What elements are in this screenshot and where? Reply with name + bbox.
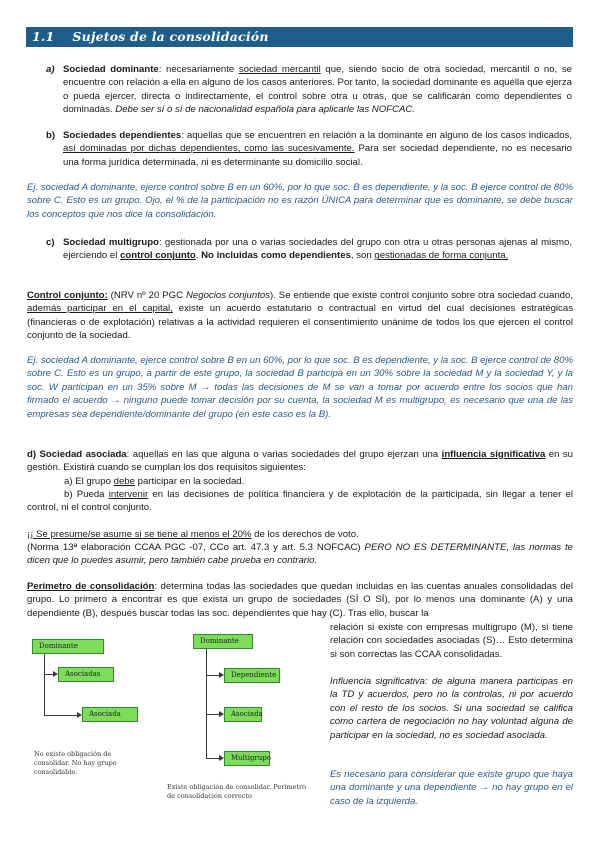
example-1: Ej. sociedad A dominante, ejerce control sobre B en un 60%, por lo que soc. B es dependiente, y la soc. B ejerce control de 80% sobre C. Esto es un grupo. Ojo, el % de la participación no es razón ÚNICA para determinar que es dominante, se debe buscar los conceptos que nos dice la consolidación. xyxy=(27,182,573,220)
item-b-label: b) xyxy=(46,130,56,141)
section-title: 1.1 Sujetos de la consolidación xyxy=(32,29,269,44)
connector-right-h1 xyxy=(206,675,220,676)
item-d-paragraph: d) Sociedad asociada: aquellas en las que alguna o varias sociedades del grupo ejerzan una influencia significativa en su gestión. Existirá cuando se cumplan los dos requisitos siguientes: xyxy=(27,449,573,474)
perimetro-paragraph: Perímetro de consolidación: determina todas las sociedades que quedan incluidas en las cuentas anuales consolidadas del grupo. Lo primero a encontrar es que exista un grupo de sociedades (SÍ O SÍ), por lo menos una dominante (A) y una dependiente (B), después buscar todas las soc. dependientes que hay (C). Tras ello, buscar la xyxy=(27,581,573,619)
box-asociada-left: Asociada xyxy=(82,707,138,722)
box-dominante-right: Dominante xyxy=(193,634,253,649)
control-conjunto-paragraph: Control conjunto: (NRV nº 20 PGC Negocios conjuntos). Se entiende que existe control conjunto sobre otra sociedad cuando, además participar en el capital, existe un acuerdo estatutario o contractual en virtud del cual decisiones estratégicas (financieras o de explotación) relativas a la actividad requieren el consentimiento unánime de todos los que ejercen el control conjunto de la sociedad. xyxy=(27,290,573,342)
example-2: Ej. sociedad A dominante, ejerce control sobre B en un 60%, por lo que soc. B es dependiente, y la soc. B ejerce control de 80% sobre C. Esto es un grupo, a partir de este grupo, la sociedad B participa en un 30% sobre la sociedad M y la sociedad Y, y la soc. W participan en un 35% sobre M → todas las decisiones de M se van a tomar por acuerdo entre los socios que han firmado el acuerdo → ninguno puede tomar decisión por su cuenta, la sociedad M es multigrupo, es necesario que una de las empresas sea dependiente/dominante del grupo (en este caso es la B). xyxy=(27,355,573,420)
item-c-paragraph: Sociedad multigrupo: gestionada por una o varias sociedades del grupo con otra u otras personas ajenas al mismo, ejerciendo el control conjunto. No incluidas como dependientes, son gestionadas de forma conjunta. xyxy=(63,237,572,262)
diagram-left-caption: No existe obligación de consolidar. No hay grupo consolidable. xyxy=(34,750,117,776)
connector-left-vertical xyxy=(44,654,45,716)
item-b-paragraph: Sociedades dependientes: aquellas que se encuentren en relación a la dominante en alguno de los casos indicados, así dominadas por dichas dependientes, como las sucesivamente. Para ser sociedad dependiente, no es necesario una forma jurídica determinada, ni es determinante su domicilio social. xyxy=(63,130,572,168)
grupo-note: Es necesario para considerar que existe grupo que haya una dominante y una dependiente → no hay grupo en el caso de la izquierda. xyxy=(330,769,573,807)
requirement-b: b) Pueda intervenir en las decisiones de política financiera y de explotación de la participada, sin llegar a tener el control, ni el control conjunto. xyxy=(27,489,573,514)
presume-note: ¡¡ Se presume/se asume si se tiene al menos el 20% de los derechos de voto. xyxy=(27,529,359,540)
box-asociadas-left: Asociadas xyxy=(58,667,114,682)
box-dependiente-right: Dependiente xyxy=(224,668,280,683)
box-dominante-left: Dominante xyxy=(32,639,104,654)
connector-right-h2 xyxy=(206,714,220,715)
box-asociada-right: Asociada xyxy=(224,707,262,722)
connector-left-h2 xyxy=(44,715,78,716)
box-multigrupo-right: Multigrupo xyxy=(224,751,270,766)
norma-note: (Norma 13ª elaboración CCAA PGC -07, CCo art. 47.3 y art. 5.3 NOFCAC) PERO NO ES DETERMINANTE, las normas te dicen que lo puedes asumir, pero también cabe prueba en contrario. xyxy=(27,542,574,567)
influencia-note: Influencia significativa: de alguna manera participas en la TD y acuerdos, pero no la controlas, ni por acuerdo con el resto de los socios. Si una sociedad se califica como cartera de negociación no hay voluntad alguna de participar en la sociedad, no es sociedad asociada. xyxy=(330,676,573,741)
item-c-label: c) xyxy=(46,237,55,248)
item-a-paragraph: Sociedad dominante: necesariamente sociedad mercantil que, siendo socio de otra sociedad, mercantil o no, se encuentre con relación a ella en alguno de los casos anteriores. Por tanto, la sociedad dominante es aquélla que ejerza o pueda ejercer, directa o indirectamente, el control sobre otra u otras, que se calificarán como dependientes o dominadas. Debe ser sí o sí de nacionalidad española para aplicarle las NOFCAC. xyxy=(63,64,572,116)
requirement-a: a) El grupo debe participar en la sociedad. xyxy=(64,476,245,487)
diagram-right-caption: Existe obligación de consolidar. Perímetro de consolidación correcto xyxy=(167,783,307,800)
connector-right-vertical xyxy=(206,649,207,759)
connector-right-h3 xyxy=(206,758,220,759)
section-header xyxy=(26,27,573,47)
perimetro-continuation: relación si existe con empresas multigrupo (M), si tiene relación con sociedades asociadas (S)… Esto determina si son correctas las CCAA consolidadas. xyxy=(330,622,573,660)
item-a-label: a) xyxy=(46,64,55,75)
